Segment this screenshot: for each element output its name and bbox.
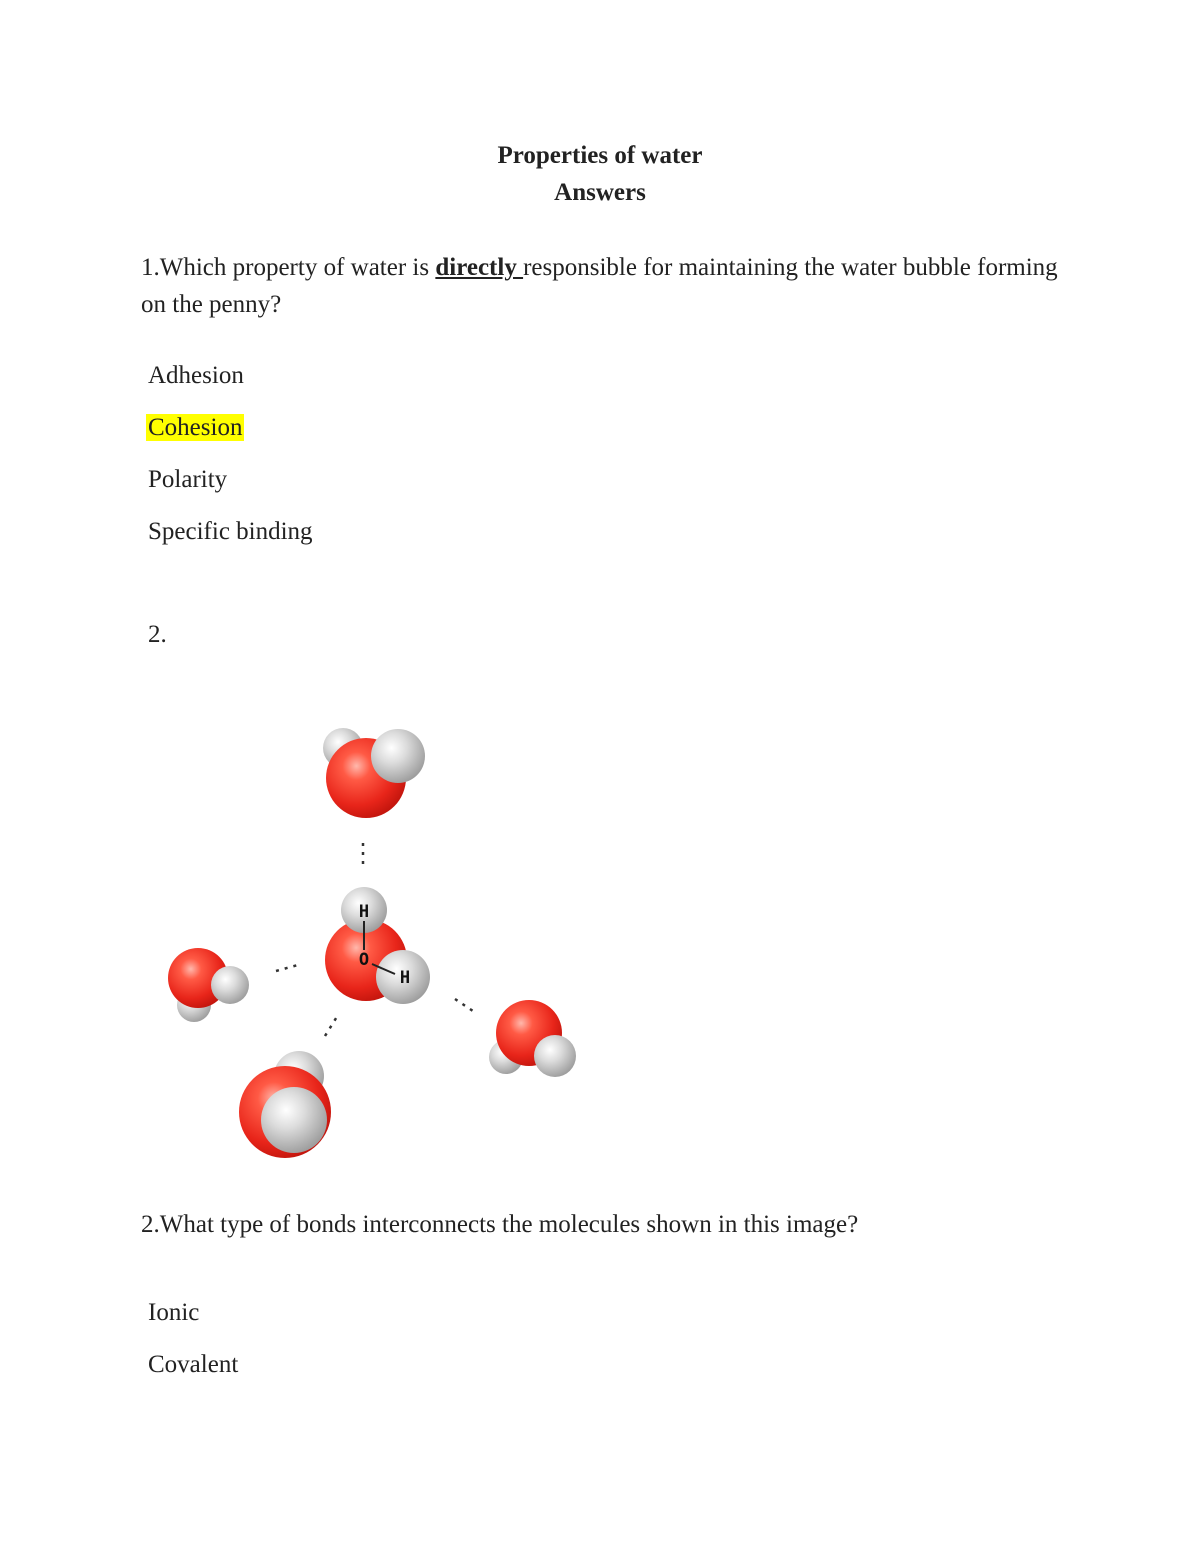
q1-option-specific-binding: Specific binding xyxy=(148,518,313,545)
water-molecule-top xyxy=(323,728,425,818)
q1-option-adhesion: Adhesion xyxy=(148,362,244,389)
hydrogen-atom xyxy=(371,729,425,783)
q1-option-polarity: Polarity xyxy=(148,466,228,493)
hydrogen-atom xyxy=(261,1087,327,1153)
water-molecule-right xyxy=(489,1000,576,1077)
water-molecule-center xyxy=(325,887,430,1004)
water-molecule-left xyxy=(168,948,249,1022)
question-1 xyxy=(141,249,1081,323)
hydrogen-bond-left xyxy=(276,965,298,971)
water-molecules-figure xyxy=(160,715,590,1175)
oxygen-label: O xyxy=(358,950,370,970)
question-1-emphasis: directly xyxy=(435,254,524,281)
page-subtitle: Answers xyxy=(554,179,646,206)
question-1-text-pre: 1.Which property of water is xyxy=(141,254,436,281)
hydrogen-atom xyxy=(534,1035,576,1077)
water-molecule-bottom xyxy=(239,1051,331,1158)
hydrogen-label-top: H xyxy=(358,902,370,922)
hydrogen-bond-bottom xyxy=(325,1015,338,1036)
hydrogen-label-right: H xyxy=(399,968,411,988)
page-title: Properties of water xyxy=(497,142,703,169)
highlighted-answer: Cohesion xyxy=(148,414,243,441)
q2-option-ionic: Ionic xyxy=(148,1299,200,1326)
hydrogen-bond-right xyxy=(455,999,473,1011)
hydrogen-atom xyxy=(211,966,249,1004)
q2-option-covalent: Covalent xyxy=(148,1351,239,1378)
q1-option-cohesion xyxy=(148,413,244,443)
question-2-number: 2. xyxy=(148,621,167,648)
question-2: 2.What type of bonds interconnects the molecules shown in this image? xyxy=(141,1211,859,1238)
question-1-text-post: responsible for maintaining the water bubble forming on the penny? xyxy=(141,254,1058,318)
